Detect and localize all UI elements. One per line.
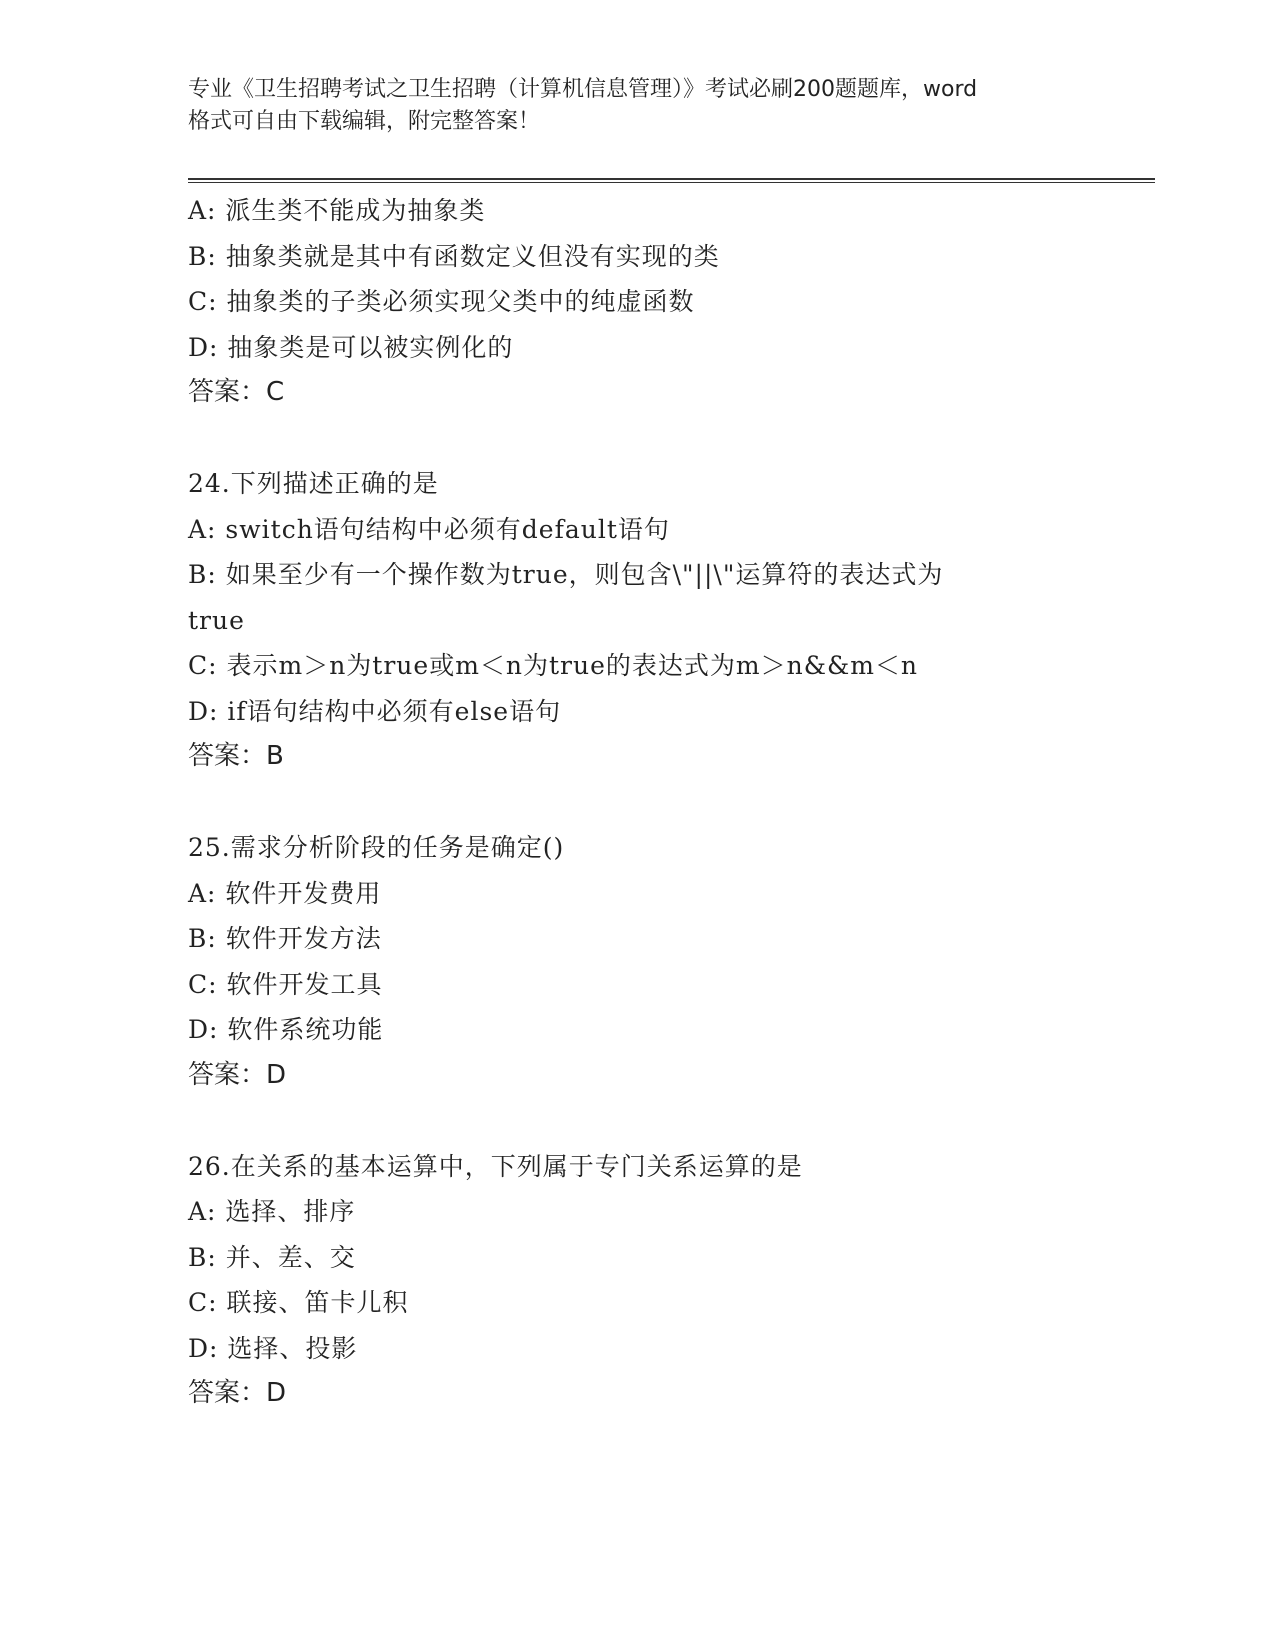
answer-line: 答案：D: [188, 1059, 287, 1090]
question-text: 24.下列描述正确的是: [188, 469, 439, 498]
option-c: C: 联接、笛卡儿积: [188, 1288, 409, 1317]
option-c: C: 表示m＞n为true或m＜n为true的表达式为m＞n&&m＜n: [188, 651, 919, 680]
option-a: A: 派生类不能成为抽象类: [188, 196, 486, 225]
option-d: D: 抽象类是可以被实例化的: [188, 332, 514, 362]
option-b: B: 并、差、交: [188, 1242, 356, 1272]
option-a: A: 选择、排序: [188, 1197, 356, 1226]
block-spacer: [188, 780, 1148, 826]
question-block-23: [188, 188, 1148, 416]
answer-line: 答案：C: [188, 377, 285, 407]
option-d: D: 软件系统功能: [188, 1015, 384, 1044]
option-c: C: 软件开发工具: [188, 969, 383, 999]
header-divider: [188, 178, 1155, 183]
option-b-continued: true: [188, 605, 245, 635]
header-title-line-1: 专业《卫生招聘考试之卫生招聘（计算机信息管理）》考试必刷200题题库，word: [188, 77, 978, 102]
question-text: 25.需求分析阶段的任务是确定(): [188, 833, 565, 862]
option-b: B: 如果至少有一个操作数为true，则包含\"||\"运算符的表达式为: [188, 560, 944, 589]
header-title-line-2: 格式可自由下载编辑，附完整答案！: [188, 109, 541, 134]
option-d: D: if语句结构中必须有else语句: [188, 696, 562, 726]
block-spacer: [188, 1098, 1148, 1144]
option-c: C: 抽象类的子类必须实现父类中的纯虚函数: [188, 287, 695, 316]
question-list: [188, 188, 1148, 1417]
document-header: [188, 74, 1088, 138]
question-block-25: [188, 825, 1148, 1098]
answer-line: 答案：D: [188, 1378, 287, 1408]
option-d: D: 选择、投影: [188, 1333, 358, 1363]
option-a: A: 软件开发费用: [188, 878, 382, 908]
option-a: A: switch语句结构中必须有default语句: [188, 514, 670, 544]
option-b: B: 抽象类就是其中有函数定义但没有实现的类: [188, 241, 720, 271]
question-block-24: [188, 461, 1148, 780]
answer-line: 答案：B: [188, 741, 284, 771]
block-spacer: [188, 416, 1148, 462]
option-b: B: 软件开发方法: [188, 924, 382, 953]
question-block-26: [188, 1144, 1148, 1417]
question-text: 26.在关系的基本运算中，下列属于专门关系运算的是: [188, 1151, 803, 1181]
